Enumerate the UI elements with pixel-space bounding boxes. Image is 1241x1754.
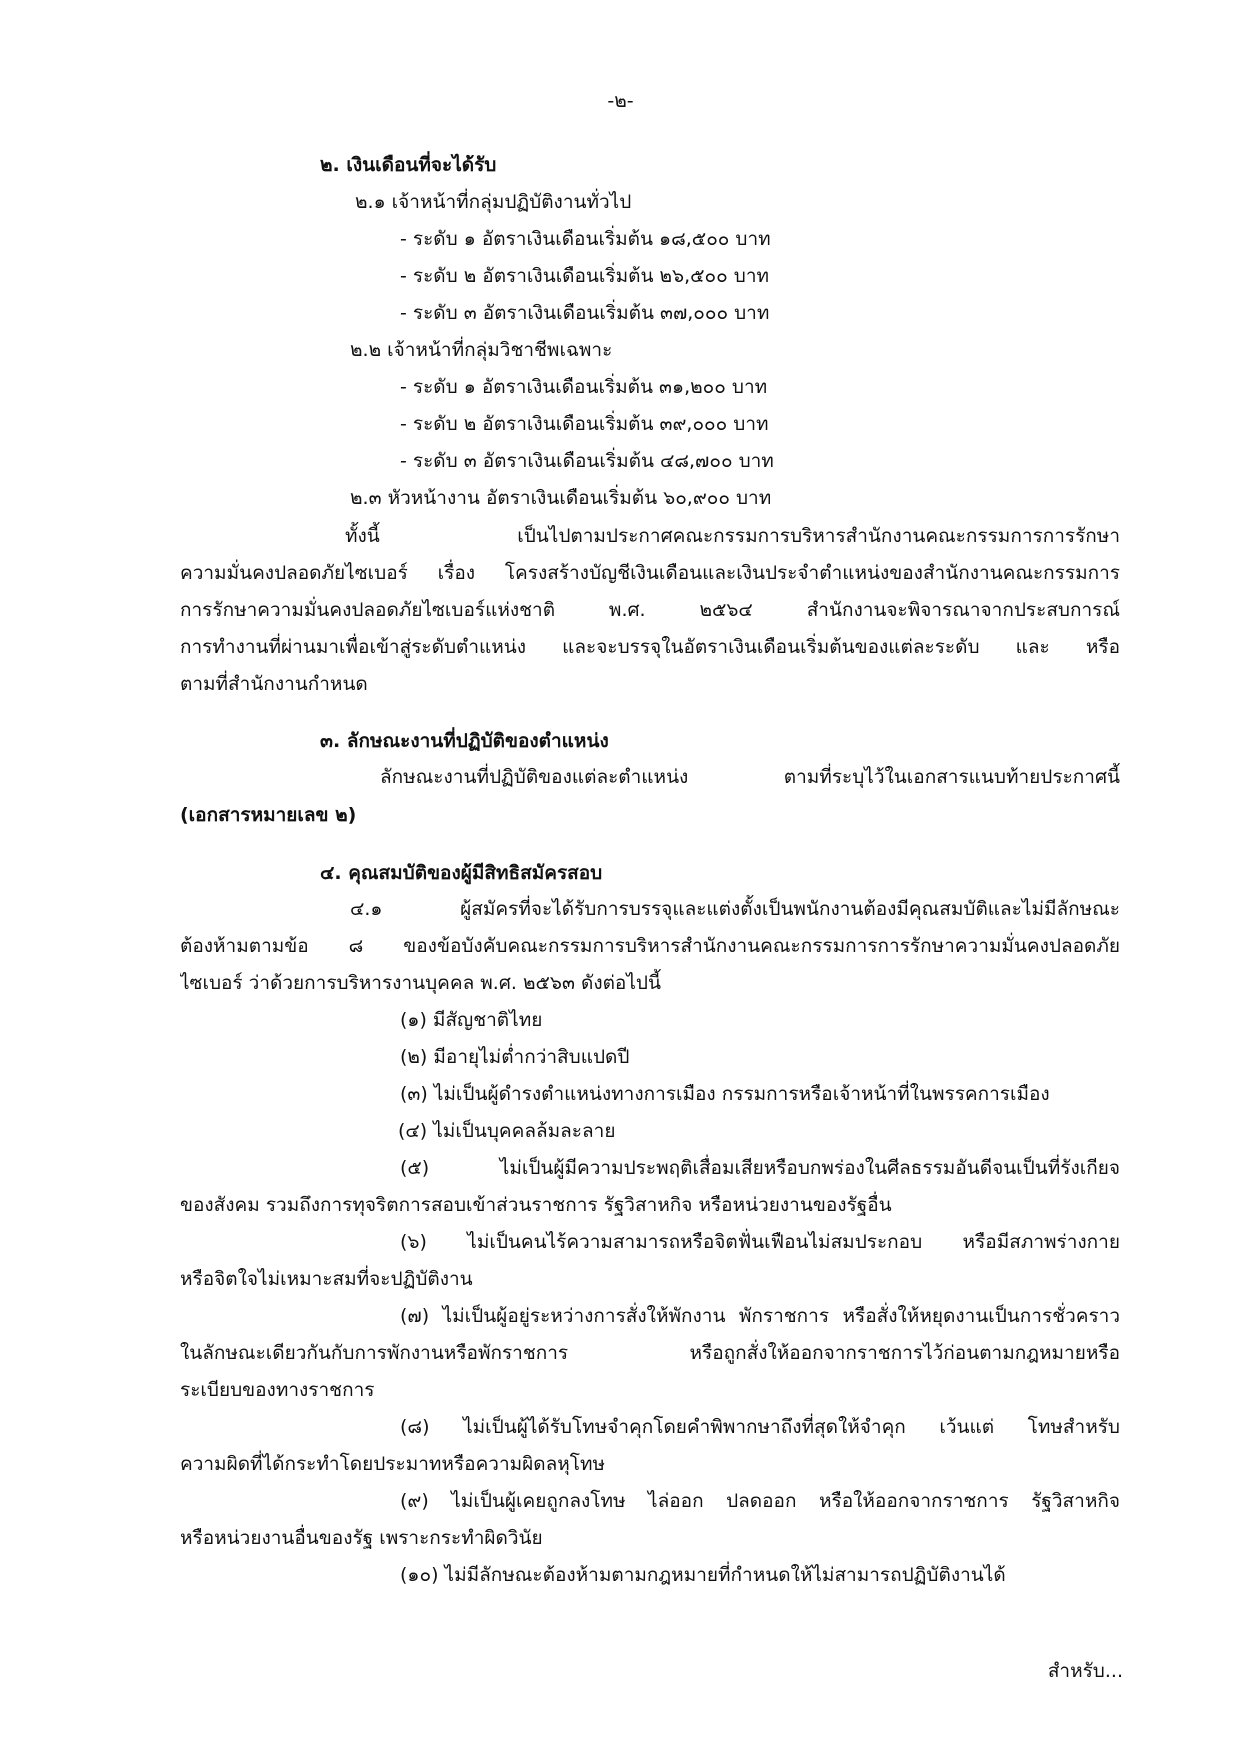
- qualification-5-line-1: (๕) ไม่เป็นผู้มีความประพฤติเสื่อมเสียหรือบกพร่องในศีลธรรมอันดีจนเป็นที่รังเกียจ: [400, 1157, 1120, 1179]
- salary-note-line-4: การทำงานที่ผ่านมาเพื่อเข้าสู่ระดับตำแหน่ง และจะบรรจุในอัตราเงินเดือนเริ่มต้นของแต่ละระดับ และ หรือ: [180, 636, 1120, 658]
- qualification-6-line-1: (๖) ไม่เป็นคนไร้ความสามารถหรือจิตฟั่นเฟือนไม่สมประกอบ หรือมีสภาพร่างกาย: [400, 1231, 1120, 1253]
- continuation-footer: สำหรับ...: [1047, 1660, 1123, 1682]
- group-3-head-of-work: ๒.๓ หัวหน้างาน อัตราเงินเดือนเริ่มต้น ๖๐,๙๐๐ บาท: [350, 487, 772, 509]
- salary-note-line-5: ตามที่สำนักงานกำหนด: [180, 673, 368, 695]
- qualification-10: (๑๐) ไม่มีลักษณะต้องห้ามตามกฎหมายที่กำหนดให้ไม่สามารถปฏิบัติงานได้: [400, 1564, 1006, 1586]
- section-3-heading: ๓. ลักษณะงานที่ปฏิบัติของตำแหน่ง: [320, 730, 609, 752]
- qualification-3: (๓) ไม่เป็นผู้ดำรงตำแหน่งทางการเมือง กรรมการหรือเจ้าหน้าที่ในพรรคการเมือง: [400, 1083, 1050, 1105]
- qualification-intro-line-2: ต้องห้ามตามข้อ ๘ ของข้อบังคับคณะกรรมการบริหารสำนักงานคณะกรรมการการรักษาความมั่นคงปลอดภัย: [180, 935, 1120, 957]
- qualification-7-line-1: (๗) ไม่เป็นผู้อยู่ระหว่างการสั่งให้พักงาน พักราชการ หรือสั่งให้หยุดงานเป็นการชั่วคราว: [400, 1305, 1120, 1327]
- qualification-7-line-3: ระเบียบของทางราชการ: [180, 1379, 375, 1401]
- qualification-8-line-2: ความผิดที่ได้กระทำโดยประมาทหรือความผิดลหุโทษ: [180, 1453, 606, 1475]
- group-2-level-1: - ระดับ ๑ อัตราเงินเดือนเริ่มต้น ๓๑,๒๐๐ บาท: [400, 376, 768, 398]
- qualification-1: (๑) มีสัญชาติไทย: [400, 1009, 543, 1031]
- section-3-text: ลักษณะงานที่ปฏิบัติของแต่ละตำแหน่ง ตามที่ระบุไว้ในเอกสารแนบท้ายประกาศนี้: [380, 766, 1120, 788]
- section-3-reference: (เอกสารหมายเลข ๒): [180, 804, 357, 826]
- qualification-2: (๒) มีอายุไม่ต่ำกว่าสิบแปดปี: [400, 1046, 630, 1068]
- salary-note-line-2: ความมั่นคงปลอดภัยไซเบอร์ เรื่อง โครงสร้างบัญชีเงินเดือนและเงินประจำตำแหน่งของสำนักงานคณะกรรมการ: [180, 562, 1120, 584]
- section-2-heading: ๒. เงินเดือนที่จะได้รับ: [320, 154, 497, 176]
- qualification-7-line-2: ในลักษณะเดียวกันกับการพักงานหรือพักราชการ หรือถูกสั่งให้ออกจากราชการไว้ก่อนตามกฎหมายหรือ: [180, 1342, 1120, 1364]
- page-number: -๒-: [607, 90, 634, 112]
- group-2-level-3: - ระดับ ๓ อัตราเงินเดือนเริ่มต้น ๔๘,๗๐๐ บาท: [400, 450, 774, 472]
- group-1-title: ๒.๑ เจ้าหน้าที่กลุ่มปฏิบัติงานทั่วไป: [355, 191, 632, 213]
- salary-note-line-3: การรักษาความมั่นคงปลอดภัยไซเบอร์แห่งชาติ พ.ศ. ๒๕๖๔ สำนักงานจะพิจารณาจากประสบการณ์: [180, 599, 1120, 621]
- group-2-level-2: - ระดับ ๒ อัตราเงินเดือนเริ่มต้น ๓๙,๐๐๐ บาท: [400, 413, 769, 435]
- qualification-9-line-2: หรือหน่วยงานอื่นของรัฐ เพราะกระทำผิดวินัย: [180, 1527, 543, 1549]
- group-1-level-3: - ระดับ ๓ อัตราเงินเดือนเริ่มต้น ๓๗,๐๐๐ บาท: [400, 302, 770, 324]
- qualification-4: (๔) ไม่เป็นบุคคลล้มละลาย: [398, 1120, 616, 1142]
- salary-note-line-1: ทั้งนี้ เป็นไปตามประกาศคณะกรรมการบริหารสำนักงานคณะกรรมการการรักษา: [345, 525, 1120, 547]
- group-1-level-2: - ระดับ ๒ อัตราเงินเดือนเริ่มต้น ๒๖,๕๐๐ บาท: [400, 265, 770, 287]
- group-1-level-1: - ระดับ ๑ อัตราเงินเดือนเริ่มต้น ๑๘,๕๐๐ บาท: [400, 228, 771, 250]
- qualification-8-line-1: (๘) ไม่เป็นผู้ได้รับโทษจำคุกโดยคำพิพากษาถึงที่สุดให้จำคุก เว้นแต่ โทษสำหรับ: [400, 1416, 1120, 1438]
- qualification-9-line-1: (๙) ไม่เป็นผู้เคยถูกลงโทษ ไล่ออก ปลดออก หรือให้ออกจากราชการ รัฐวิสาหกิจ: [400, 1490, 1120, 1512]
- group-2-title: ๒.๒ เจ้าหน้าที่กลุ่มวิชาชีพเฉพาะ: [350, 339, 613, 361]
- qualification-6-line-2: หรือจิตใจไม่เหมาะสมที่จะปฏิบัติงาน: [180, 1268, 473, 1290]
- section-4-heading: ๔. คุณสมบัติของผู้มีสิทธิสมัครสอบ: [320, 862, 603, 884]
- qualification-5-line-2: ของสังคม รวมถึงการทุจริตการสอบเข้าส่วนราชการ รัฐวิสาหกิจ หรือหน่วยงานของรัฐอื่น: [180, 1194, 892, 1216]
- qualification-intro-line-3: ไซเบอร์ ว่าด้วยการบริหารงานบุคคล พ.ศ. ๒๕๖๓ ดังต่อไปนี้: [180, 972, 661, 994]
- qualification-intro-line-1: ๔.๑ ผู้สมัครที่จะได้รับการบรรจุและแต่งตั้งเป็นพนักงานต้องมีคุณสมบัติและไม่มีลักษณะ: [350, 898, 1120, 920]
